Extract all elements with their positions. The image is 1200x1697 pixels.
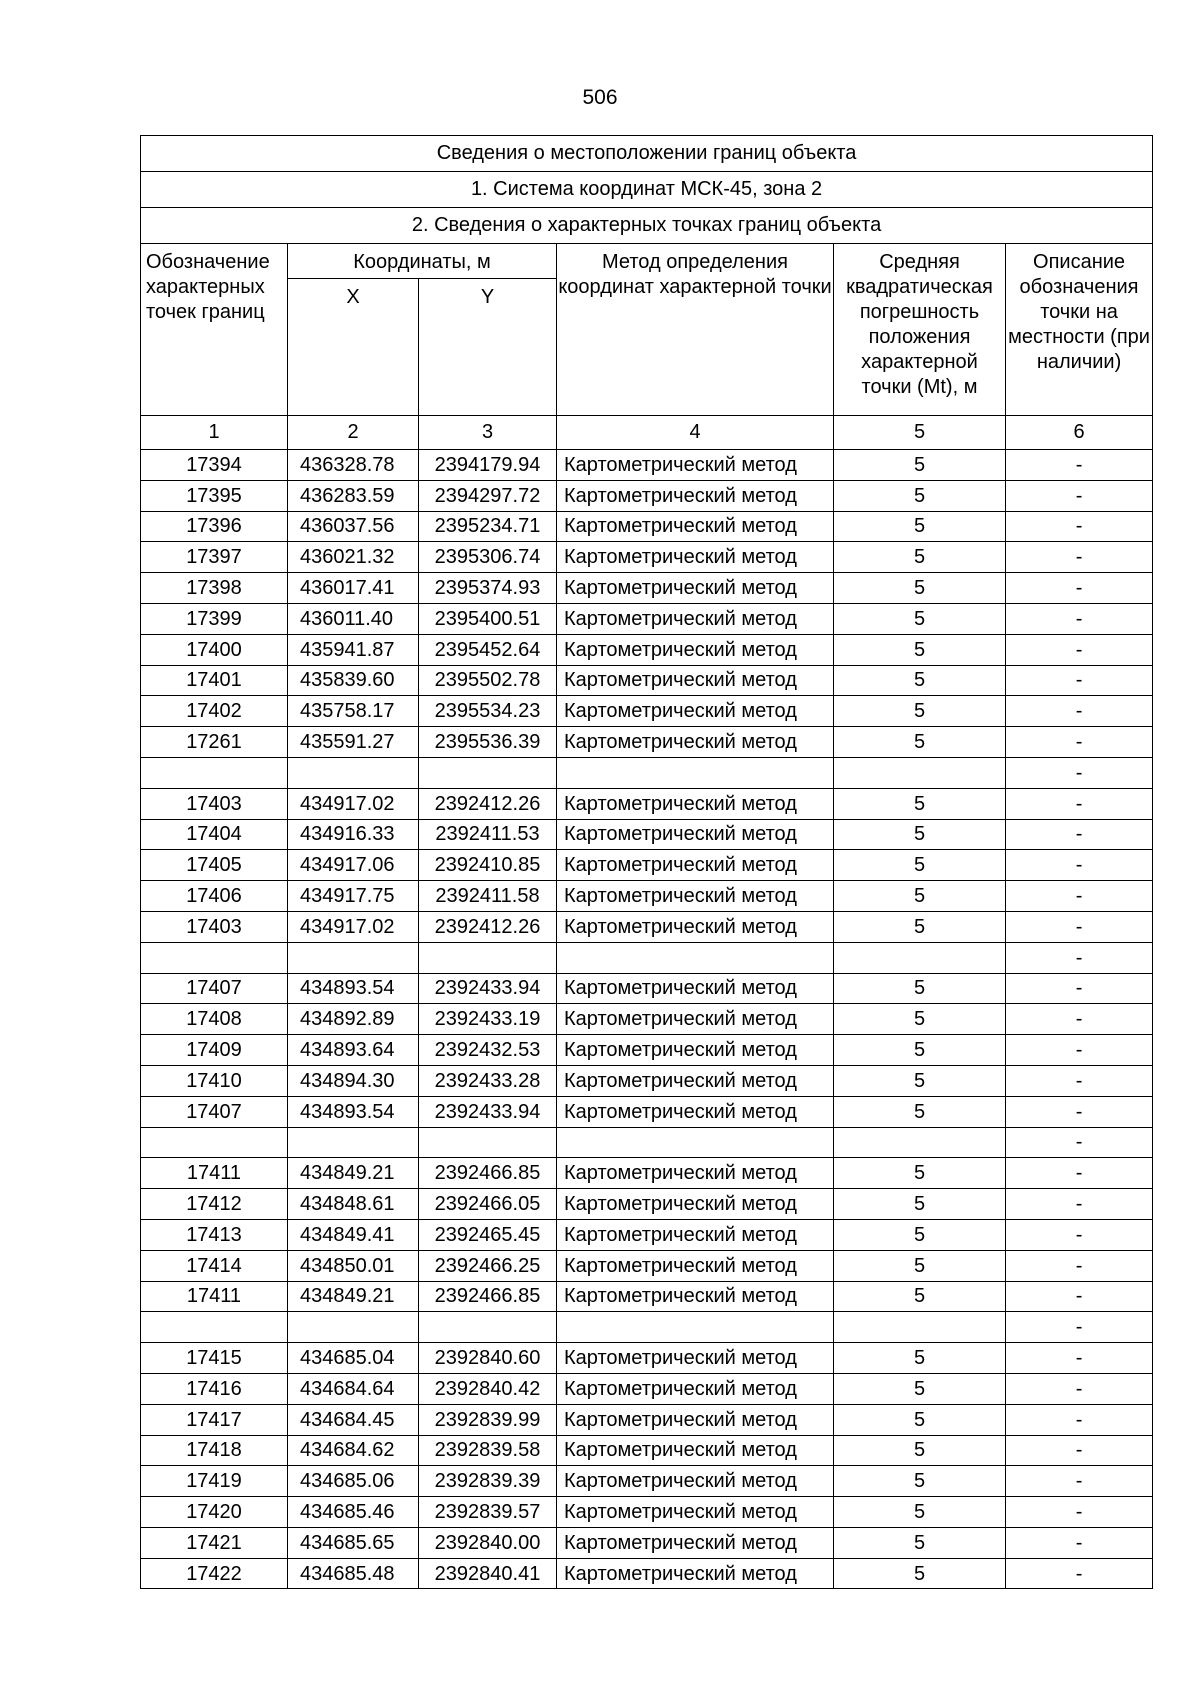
- column-number: 1: [141, 416, 288, 450]
- point-id-cell: [141, 1127, 288, 1158]
- accuracy-cell: 5: [834, 911, 1006, 942]
- point-id-cell: [141, 942, 288, 973]
- description-cell: -: [1006, 757, 1153, 788]
- point-id-cell: 17404: [141, 819, 288, 850]
- description-cell: -: [1006, 1466, 1153, 1497]
- method-cell: Картометрический метод: [557, 603, 834, 634]
- table-row: [141, 1158, 1153, 1189]
- method-cell: Картометрический метод: [557, 1343, 834, 1374]
- point-id-cell: 17415: [141, 1343, 288, 1374]
- table-row: [141, 573, 1153, 604]
- accuracy-cell: 5: [834, 1558, 1006, 1589]
- point-id-cell: 17413: [141, 1219, 288, 1250]
- y-cell: 2392840.60: [419, 1343, 557, 1374]
- y-cell: 2392840.41: [419, 1558, 557, 1589]
- point-id-cell: 17411: [141, 1158, 288, 1189]
- method-cell: Картометрический метод: [557, 1219, 834, 1250]
- x-cell: [288, 757, 419, 788]
- table-row: [141, 819, 1153, 850]
- x-cell: 434684.45: [288, 1404, 419, 1435]
- x-cell: 434917.02: [288, 911, 419, 942]
- x-cell: 434893.54: [288, 1096, 419, 1127]
- x-cell: 436037.56: [288, 511, 419, 542]
- table-row: [141, 1065, 1153, 1096]
- method-cell: Картометрический метод: [557, 1096, 834, 1127]
- table-row: [141, 1312, 1153, 1343]
- x-cell: 434685.65: [288, 1527, 419, 1558]
- accuracy-cell: [834, 1127, 1006, 1158]
- y-cell: [419, 757, 557, 788]
- description-cell: -: [1006, 1527, 1153, 1558]
- point-id-cell: 17402: [141, 696, 288, 727]
- method-cell: Картометрический метод: [557, 911, 834, 942]
- point-id-cell: 17261: [141, 727, 288, 758]
- table-row: [141, 1035, 1153, 1066]
- method-cell: Картометрический метод: [557, 634, 834, 665]
- table-row: [141, 788, 1153, 819]
- method-cell: Картометрический метод: [557, 1065, 834, 1096]
- y-cell: 2392411.58: [419, 881, 557, 912]
- header-accuracy: Средняя квадратическая погрешность положения характерной точки (Mt), м: [834, 244, 1006, 416]
- y-cell: [419, 942, 557, 973]
- method-cell: Картометрический метод: [557, 1497, 834, 1528]
- y-cell: 2395374.93: [419, 573, 557, 604]
- description-cell: -: [1006, 973, 1153, 1004]
- y-cell: 2392466.85: [419, 1281, 557, 1312]
- header-point-designation: Обозначение характерных точек границ: [141, 244, 288, 416]
- description-cell: -: [1006, 1404, 1153, 1435]
- y-cell: 2395502.78: [419, 665, 557, 696]
- accuracy-cell: 5: [834, 1250, 1006, 1281]
- table-row: [141, 1189, 1153, 1220]
- x-cell: 434892.89: [288, 1004, 419, 1035]
- description-cell: -: [1006, 1312, 1153, 1343]
- point-id-cell: 17422: [141, 1558, 288, 1589]
- table-row: [141, 665, 1153, 696]
- point-id-cell: 17396: [141, 511, 288, 542]
- accuracy-cell: 5: [834, 665, 1006, 696]
- y-cell: 2392466.85: [419, 1158, 557, 1189]
- point-id-cell: 17421: [141, 1527, 288, 1558]
- accuracy-cell: [834, 1312, 1006, 1343]
- x-cell: 434684.64: [288, 1373, 419, 1404]
- x-cell: 435839.60: [288, 665, 419, 696]
- accuracy-cell: 5: [834, 850, 1006, 881]
- accuracy-cell: 5: [834, 634, 1006, 665]
- table-row: [141, 1435, 1153, 1466]
- method-cell: Картометрический метод: [557, 788, 834, 819]
- method-cell: Картометрический метод: [557, 1004, 834, 1035]
- page-number: 506: [582, 86, 618, 109]
- point-id-cell: [141, 757, 288, 788]
- accuracy-cell: 5: [834, 1435, 1006, 1466]
- point-id-cell: 17412: [141, 1189, 288, 1220]
- table-row: [141, 634, 1153, 665]
- description-cell: -: [1006, 480, 1153, 511]
- y-cell: 2392410.85: [419, 850, 557, 881]
- x-cell: 434849.41: [288, 1219, 419, 1250]
- accuracy-cell: 5: [834, 1219, 1006, 1250]
- accuracy-cell: 5: [834, 1065, 1006, 1096]
- method-cell: Картометрический метод: [557, 1158, 834, 1189]
- y-cell: [419, 1127, 557, 1158]
- method-cell: Картометрический метод: [557, 480, 834, 511]
- header-x: X: [288, 279, 419, 416]
- table-title: Сведения о местоположении границ объекта: [141, 136, 1153, 172]
- table-row: [141, 850, 1153, 881]
- point-id-cell: 17414: [141, 1250, 288, 1281]
- x-cell: 434849.21: [288, 1281, 419, 1312]
- y-cell: 2392412.26: [419, 911, 557, 942]
- accuracy-cell: 5: [834, 1404, 1006, 1435]
- table-row: [141, 1219, 1153, 1250]
- y-cell: 2395452.64: [419, 634, 557, 665]
- point-id-cell: 17395: [141, 480, 288, 511]
- description-cell: -: [1006, 573, 1153, 604]
- description-cell: -: [1006, 511, 1153, 542]
- point-id-cell: 17398: [141, 573, 288, 604]
- method-cell: [557, 1312, 834, 1343]
- accuracy-cell: 5: [834, 573, 1006, 604]
- table-row: [141, 973, 1153, 1004]
- x-cell: 436011.40: [288, 603, 419, 634]
- point-id-cell: 17401: [141, 665, 288, 696]
- y-cell: 2392432.53: [419, 1035, 557, 1066]
- table-row: [141, 1250, 1153, 1281]
- description-cell: -: [1006, 850, 1153, 881]
- method-cell: Картометрический метод: [557, 665, 834, 696]
- accuracy-cell: 5: [834, 1189, 1006, 1220]
- description-cell: -: [1006, 1281, 1153, 1312]
- method-cell: Картометрический метод: [557, 1527, 834, 1558]
- description-cell: -: [1006, 603, 1153, 634]
- y-cell: 2392839.99: [419, 1404, 557, 1435]
- point-id-cell: [141, 1312, 288, 1343]
- table-row: [141, 1373, 1153, 1404]
- x-cell: [288, 1312, 419, 1343]
- column-number: 4: [557, 416, 834, 450]
- table-row: [141, 511, 1153, 542]
- description-cell: -: [1006, 1189, 1153, 1220]
- accuracy-cell: 5: [834, 603, 1006, 634]
- table-row: [141, 1497, 1153, 1528]
- table-row: [141, 450, 1153, 481]
- point-id-cell: 17419: [141, 1466, 288, 1497]
- method-cell: Картометрический метод: [557, 1435, 834, 1466]
- x-cell: 435758.17: [288, 696, 419, 727]
- x-cell: 434894.30: [288, 1065, 419, 1096]
- x-cell: 434917.02: [288, 788, 419, 819]
- method-cell: Картометрический метод: [557, 727, 834, 758]
- description-cell: -: [1006, 911, 1153, 942]
- point-id-cell: 17400: [141, 634, 288, 665]
- y-cell: 2392839.39: [419, 1466, 557, 1497]
- point-id-cell: 17416: [141, 1373, 288, 1404]
- accuracy-cell: 5: [834, 788, 1006, 819]
- y-cell: 2392466.25: [419, 1250, 557, 1281]
- table-row: [141, 1004, 1153, 1035]
- y-cell: 2395534.23: [419, 696, 557, 727]
- x-cell: 436021.32: [288, 542, 419, 573]
- table-row: [141, 1558, 1153, 1589]
- table-row: [141, 1527, 1153, 1558]
- y-cell: [419, 1312, 557, 1343]
- column-number: 6: [1006, 416, 1153, 450]
- x-cell: 434917.75: [288, 881, 419, 912]
- column-number: 5: [834, 416, 1006, 450]
- y-cell: 2395536.39: [419, 727, 557, 758]
- description-cell: -: [1006, 1373, 1153, 1404]
- description-cell: -: [1006, 1435, 1153, 1466]
- accuracy-cell: 5: [834, 1466, 1006, 1497]
- table-row: [141, 1096, 1153, 1127]
- method-cell: Картометрический метод: [557, 450, 834, 481]
- y-cell: 2394179.94: [419, 450, 557, 481]
- table-row: [141, 1281, 1153, 1312]
- point-id-cell: 17403: [141, 788, 288, 819]
- description-cell: -: [1006, 1158, 1153, 1189]
- table-row: [141, 881, 1153, 912]
- y-cell: 2392839.57: [419, 1497, 557, 1528]
- x-cell: 434684.62: [288, 1435, 419, 1466]
- table-row: [141, 727, 1153, 758]
- table-row: [141, 542, 1153, 573]
- point-id-cell: 17399: [141, 603, 288, 634]
- coordinate-system: 1. Система координат МСК-45, зона 2: [141, 172, 1153, 208]
- accuracy-cell: 5: [834, 1096, 1006, 1127]
- description-cell: -: [1006, 1250, 1153, 1281]
- accuracy-cell: 5: [834, 973, 1006, 1004]
- description-cell: -: [1006, 1096, 1153, 1127]
- x-cell: 434685.46: [288, 1497, 419, 1528]
- accuracy-cell: 5: [834, 1281, 1006, 1312]
- description-cell: -: [1006, 942, 1153, 973]
- accuracy-cell: 5: [834, 450, 1006, 481]
- y-cell: 2392433.28: [419, 1065, 557, 1096]
- method-cell: Картометрический метод: [557, 1404, 834, 1435]
- method-cell: Картометрический метод: [557, 1189, 834, 1220]
- header-coordinates: Координаты, м: [288, 244, 557, 279]
- header-description: Описание обозначения точки на местности (при наличии): [1006, 244, 1153, 416]
- x-cell: [288, 942, 419, 973]
- description-cell: -: [1006, 881, 1153, 912]
- description-cell: -: [1006, 1219, 1153, 1250]
- x-cell: 434916.33: [288, 819, 419, 850]
- x-cell: 435941.87: [288, 634, 419, 665]
- table-row: [141, 603, 1153, 634]
- section-title: 2. Сведения о характерных точках границ объекта: [141, 208, 1153, 244]
- method-cell: Картометрический метод: [557, 1373, 834, 1404]
- description-cell: -: [1006, 542, 1153, 573]
- point-id-cell: 17409: [141, 1035, 288, 1066]
- point-id-cell: 17405: [141, 850, 288, 881]
- point-id-cell: 17418: [141, 1435, 288, 1466]
- y-cell: 2392839.58: [419, 1435, 557, 1466]
- accuracy-cell: [834, 942, 1006, 973]
- description-cell: -: [1006, 665, 1153, 696]
- method-cell: Картометрический метод: [557, 881, 834, 912]
- y-cell: 2392466.05: [419, 1189, 557, 1220]
- x-cell: 436283.59: [288, 480, 419, 511]
- point-id-cell: 17407: [141, 973, 288, 1004]
- y-cell: 2392465.45: [419, 1219, 557, 1250]
- description-cell: -: [1006, 819, 1153, 850]
- y-cell: 2392411.53: [419, 819, 557, 850]
- method-cell: Картометрический метод: [557, 696, 834, 727]
- method-cell: Картометрический метод: [557, 850, 834, 881]
- y-cell: 2395306.74: [419, 542, 557, 573]
- header-y: Y: [419, 279, 557, 416]
- y-cell: 2392840.00: [419, 1527, 557, 1558]
- y-cell: 2392433.94: [419, 1096, 557, 1127]
- method-cell: Картометрический метод: [557, 819, 834, 850]
- boundary-points-table: [140, 135, 1153, 1589]
- description-cell: -: [1006, 1497, 1153, 1528]
- table-row: [141, 1127, 1153, 1158]
- point-id-cell: 17407: [141, 1096, 288, 1127]
- accuracy-cell: 5: [834, 819, 1006, 850]
- column-numbers-row: [141, 416, 1153, 450]
- x-cell: [288, 1127, 419, 1158]
- method-cell: Картометрический метод: [557, 973, 834, 1004]
- accuracy-cell: 5: [834, 1004, 1006, 1035]
- x-cell: 436328.78: [288, 450, 419, 481]
- description-cell: -: [1006, 1343, 1153, 1374]
- table-row: [141, 1466, 1153, 1497]
- y-cell: 2392412.26: [419, 788, 557, 819]
- table-row: [141, 911, 1153, 942]
- description-cell: -: [1006, 727, 1153, 758]
- accuracy-cell: 5: [834, 1035, 1006, 1066]
- method-cell: Картометрический метод: [557, 1558, 834, 1589]
- table-row: [141, 480, 1153, 511]
- point-id-cell: 17417: [141, 1404, 288, 1435]
- table-row: [141, 942, 1153, 973]
- y-cell: 2395234.71: [419, 511, 557, 542]
- point-id-cell: 17394: [141, 450, 288, 481]
- accuracy-cell: 5: [834, 1497, 1006, 1528]
- description-cell: -: [1006, 1127, 1153, 1158]
- method-cell: Картометрический метод: [557, 511, 834, 542]
- x-cell: 434917.06: [288, 850, 419, 881]
- x-cell: 434685.06: [288, 1466, 419, 1497]
- point-id-cell: 17410: [141, 1065, 288, 1096]
- x-cell: 434685.48: [288, 1558, 419, 1589]
- accuracy-cell: 5: [834, 1373, 1006, 1404]
- description-cell: -: [1006, 696, 1153, 727]
- header-method: Метод определения координат характерной точки: [557, 244, 834, 416]
- x-cell: 434685.04: [288, 1343, 419, 1374]
- table-row: [141, 757, 1153, 788]
- table-row: [141, 1404, 1153, 1435]
- point-id-cell: 17403: [141, 911, 288, 942]
- accuracy-cell: 5: [834, 480, 1006, 511]
- description-cell: -: [1006, 1065, 1153, 1096]
- x-cell: 434893.54: [288, 973, 419, 1004]
- accuracy-cell: 5: [834, 881, 1006, 912]
- method-cell: [557, 1127, 834, 1158]
- method-cell: Картометрический метод: [557, 1466, 834, 1497]
- accuracy-cell: 5: [834, 696, 1006, 727]
- method-cell: Картометрический метод: [557, 1281, 834, 1312]
- column-number: 3: [419, 416, 557, 450]
- accuracy-cell: 5: [834, 1527, 1006, 1558]
- accuracy-cell: 5: [834, 727, 1006, 758]
- point-id-cell: 17406: [141, 881, 288, 912]
- method-cell: Картометрический метод: [557, 1250, 834, 1281]
- column-number: 2: [288, 416, 419, 450]
- x-cell: 436017.41: [288, 573, 419, 604]
- description-cell: -: [1006, 634, 1153, 665]
- method-cell: [557, 757, 834, 788]
- point-id-cell: 17408: [141, 1004, 288, 1035]
- description-cell: -: [1006, 788, 1153, 819]
- method-cell: [557, 942, 834, 973]
- description-cell: -: [1006, 1558, 1153, 1589]
- description-cell: -: [1006, 1035, 1153, 1066]
- table-row: [141, 696, 1153, 727]
- accuracy-cell: [834, 757, 1006, 788]
- x-cell: 434850.01: [288, 1250, 419, 1281]
- method-cell: Картометрический метод: [557, 1035, 834, 1066]
- x-cell: 434893.64: [288, 1035, 419, 1066]
- y-cell: 2394297.72: [419, 480, 557, 511]
- x-cell: 434849.21: [288, 1158, 419, 1189]
- y-cell: 2392433.94: [419, 973, 557, 1004]
- accuracy-cell: 5: [834, 542, 1006, 573]
- accuracy-cell: 5: [834, 1343, 1006, 1374]
- table-row: [141, 1343, 1153, 1374]
- description-cell: -: [1006, 450, 1153, 481]
- y-cell: 2392433.19: [419, 1004, 557, 1035]
- method-cell: Картометрический метод: [557, 573, 834, 604]
- x-cell: 434848.61: [288, 1189, 419, 1220]
- accuracy-cell: 5: [834, 511, 1006, 542]
- description-cell: -: [1006, 1004, 1153, 1035]
- point-id-cell: 17397: [141, 542, 288, 573]
- x-cell: 435591.27: [288, 727, 419, 758]
- point-id-cell: 17420: [141, 1497, 288, 1528]
- y-cell: 2392840.42: [419, 1373, 557, 1404]
- y-cell: 2395400.51: [419, 603, 557, 634]
- point-id-cell: 17411: [141, 1281, 288, 1312]
- method-cell: Картометрический метод: [557, 542, 834, 573]
- accuracy-cell: 5: [834, 1158, 1006, 1189]
